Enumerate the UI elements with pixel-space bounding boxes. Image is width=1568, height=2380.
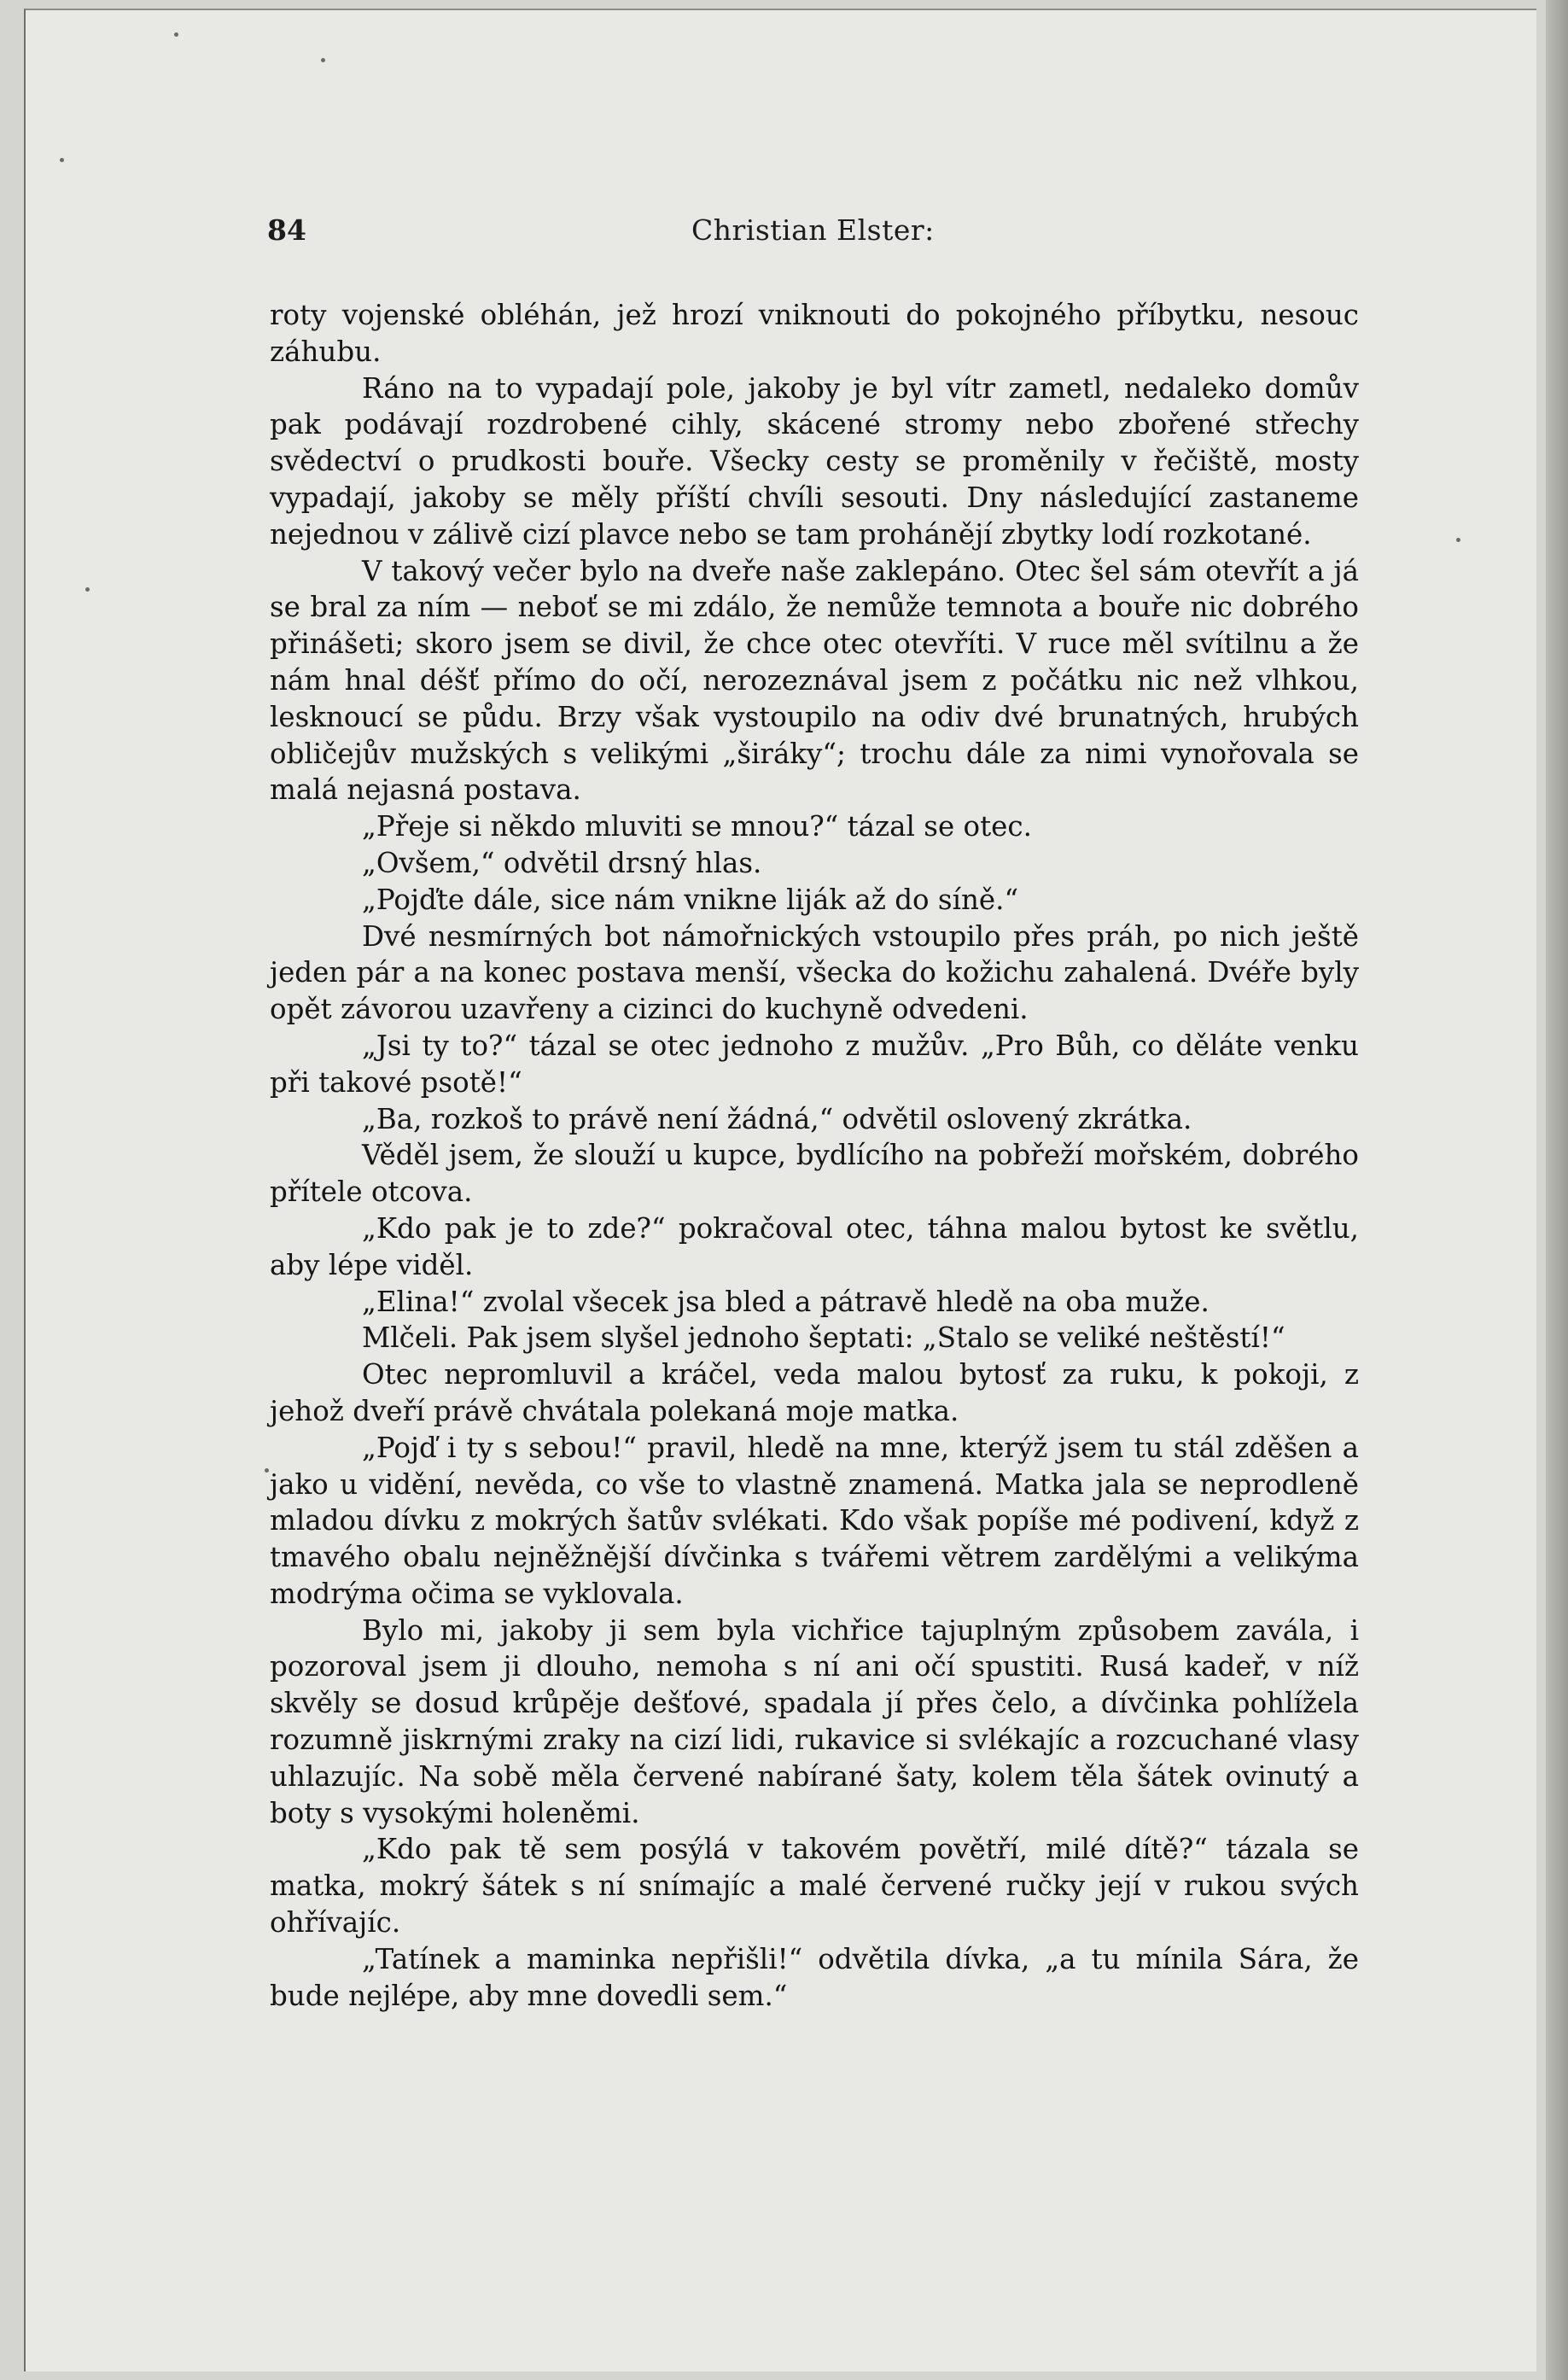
paragraph: Dvé nesmírných bot námořnických vstoupilo přes práh, po nich ještě jeden pár a na konec postava menší, všecka do kožichu zahalená. Dvéře byly opět závorou uzavřeny a cizinci do kuchyně odvedeni. [270,919,1359,1026]
paper-speck [85,587,90,592]
paragraph: „Pojďte dále, sice nám vnikne liják až do síně.“ [362,883,1019,916]
paragraph: Bylo mi, jakoby ji sem byla vichřice tajuplným způsobem zavála, i pozoroval jsem ji dlouho, nemoha s ní ani očí spustiti. Rusá kadeř, v níž skvěly se dosud krůpěje dešťové, spadala jí přes čelo, a dívčinka pohlížela rozumně jiskrnými zraky na cizí lidi, rukavice si svlékajíc a rozcuchané vlasy uhlazujíc. Na sobě měla červené nabírané šaty, kolem těla šátek ovinutý a boty s vysokými holeněmi. [270,1613,1359,1829]
paragraph: „Elina!“ zvolal všecek jsa bled a pátravě hledě na oba muže. [362,1285,1210,1318]
paragraph: „Tatínek a maminka nepřišli!“ odvětila dívka, „a tu mínila Sára, že bude nejlépe, aby mne dovedli sem.“ [270,1942,1359,2012]
paragraph: Otec nepromluvil a kráčel, veda malou bytosť za ruku, k pokoji, z jehož dveří právě chvátala polekaná moje matka. [270,1358,1359,1427]
paragraph: roty vojenské obléhán, jež hrozí vniknouti do pokojného příbytku, nesouc záhubu. [270,299,1359,368]
running-title: Christian Elster: [691,213,935,247]
paragraph: Ráno na to vypadají pole, jakoby je byl vítr zametl, nedaleko domův pak podávají rozdrobené cihly, skácené stromy nebo zbořené střechy svědectví o prudkosti bouře. Všecky cesty se proměnily v řečiště, mosty vypadají, jakoby se měly příští chvíli sesouti. Dny následující zastaneme nejednou v zálivě cizí plavce nebo se tam prohánějí zbytky lodí rozkotané. [270,371,1359,551]
paper-speck [265,1468,269,1473]
paragraph: „Kdo pak tě sem posýlá v takovém povětří, milé dítě?“ tázala se matka, mokrý šátek s ní snímajíc a malé červené ručky její v rukou svých ohřívajíc. [270,1833,1359,1940]
paragraph: „Ba, rozkoš to právě není žádná,“ odvětil oslovený zkrátka. [362,1102,1192,1135]
paragraph: V takový večer bylo na dveře naše zaklepáno. Otec šel sám otevřít a já se bral za ním — neboť se mi zdálo, že nemůže temnota a bouře nic dobrého přinášeti; skoro jsem se divil, že chce otec otevříti. V ruce měl svítilnu a že nám hnal déšť přímo do očí, nerozeznával jsem z počátku nic než vlhkou, lesknoucí se půdu. Brzy však vystoupilo na odiv dvé brunatných, hrubých obličejův mužských s velikými „širáky“; trochu dále za nimi vynořovala se malá nejasná postava. [270,554,1359,807]
paper-speck [60,158,64,162]
running-head [267,213,1428,256]
paper-speck [174,32,178,37]
paragraph: „Jsi ty to?“ tázal se otec jednoho z mužův. „Pro Bůh, co děláte venku při takové psotě!“ [270,1029,1359,1099]
paragraph: „Přeje si někdo mluviti se mnou?“ tázal se otec. [362,810,1032,843]
paragraph: „Ovšem,“ odvětil drsný hlas. [362,846,762,879]
page-number: 84 [267,213,306,247]
paragraph: „Pojď i ty s sebou!“ pravil, hledě na mne, kterýž jsem tu stál zděšen a jako u vidění, nevěda, co vše to vlastně znamená. Matka jala se neprodleně mladou dívku z mokrých šatův svlékati. Kdo však popíše mé podivení, když z tmavého obalu nejněžnější dívčinka s tvářemi větrem zardělými a velikýma modrýma očima se vyklovala. [270,1431,1359,1610]
page-edge-shadow [1546,0,1568,2380]
paragraph: „Kdo pak je to zde?“ pokračoval otec, táhna malou bytost ke světlu, aby lépe viděl. [270,1211,1359,1281]
paragraph: Mlčeli. Pak jsem slyšel jednoho šeptati: „Stalo se veliké neštěstí!“ [362,1321,1285,1355]
paragraph: Věděl jsem, že slouží u kupce, bydlícího na pobřeží mořském, dobrého přítele otcova. [270,1139,1359,1209]
paper-speck [1456,538,1460,542]
paper-speck [321,58,325,62]
body-text [270,297,1359,2014]
